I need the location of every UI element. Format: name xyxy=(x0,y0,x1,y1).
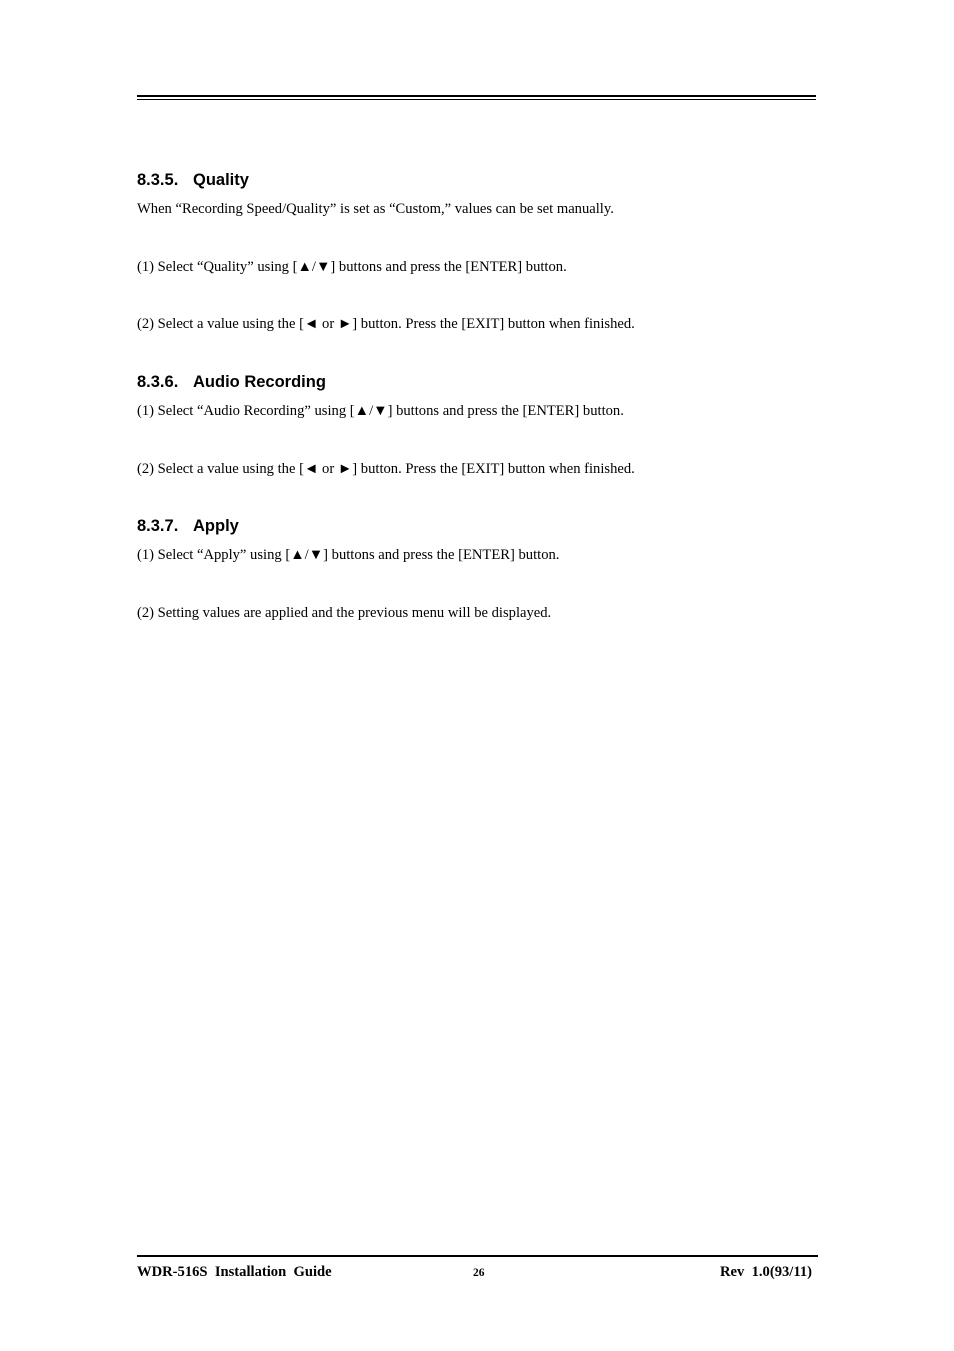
section-heading-quality xyxy=(137,170,249,190)
header-rule-thin xyxy=(137,99,816,100)
section-heading-audio-recording xyxy=(137,372,326,392)
footer-page-number: 26 xyxy=(473,1267,485,1279)
section-heading-apply xyxy=(137,516,239,536)
section-title: Quality xyxy=(193,171,249,189)
section-number: 8.3.5. xyxy=(137,171,179,189)
section-title: Audio Recording xyxy=(193,373,326,391)
paragraph: (2) Select a value using the [◄ or ►] button. Press the [EXIT] button when finished. xyxy=(137,461,635,477)
footer-revision: Rev 1.0(93/11) xyxy=(719,1264,812,1280)
paragraph: (1) Select “Apply” using [▲/▼] buttons and press the [ENTER] button. xyxy=(137,547,560,563)
footer-document-title: WDR-516S Installation Guide xyxy=(137,1264,332,1280)
section-number: 8.3.6. xyxy=(137,373,179,391)
footer-rule xyxy=(137,1255,818,1257)
paragraph: (1) Select “Quality” using [▲/▼] buttons and press the [ENTER] button. xyxy=(137,259,567,275)
paragraph: (2) Setting values are applied and the previous menu will be displayed. xyxy=(137,605,552,621)
paragraph: (2) Select a value using the [◄ or ►] button. Press the [EXIT] button when finished. xyxy=(137,316,635,332)
paragraph: When “Recording Speed/Quality” is set as “Custom,” values can be set manually. xyxy=(137,201,614,217)
section-number: 8.3.7. xyxy=(137,517,179,535)
section-title: Apply xyxy=(193,517,239,535)
header-rule-thick xyxy=(137,95,816,97)
paragraph: (1) Select “Audio Recording” using [▲/▼] buttons and press the [ENTER] button. xyxy=(137,403,624,419)
